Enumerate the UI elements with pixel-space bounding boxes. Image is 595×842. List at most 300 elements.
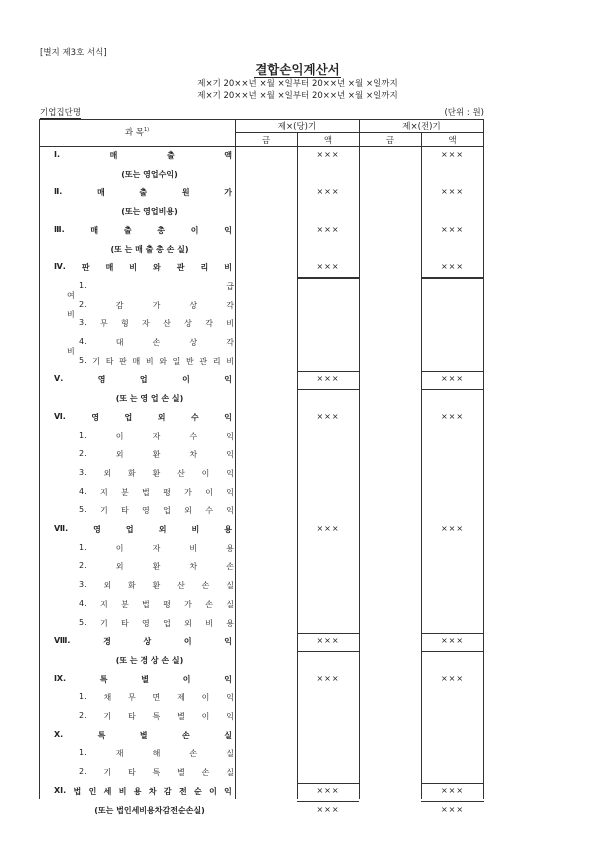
table-row xyxy=(39,484,484,503)
subitem-char: 분 xyxy=(121,599,129,609)
item-char: 리 xyxy=(200,263,209,273)
subitem-char: 타 xyxy=(128,712,136,721)
unit-label: (단위 : 원) xyxy=(444,108,484,118)
previous-amount-value: ××× xyxy=(440,804,465,814)
previous-amount-value: ××× xyxy=(440,262,465,272)
item-char: 가 xyxy=(224,188,232,198)
account-subitem xyxy=(79,337,234,348)
subitem-char: 자 xyxy=(152,431,161,441)
subitem-number: 2. xyxy=(79,767,87,777)
subitem-char: 익 xyxy=(226,487,234,497)
item-char: 비 xyxy=(118,786,127,796)
account-note: (또는 법인세비용차감전순손실) xyxy=(94,805,205,815)
subitem-char: 익 xyxy=(226,712,234,721)
table-row xyxy=(39,783,484,802)
table-row xyxy=(39,465,484,484)
subitem-char: 이 xyxy=(201,468,210,478)
subitem-number: 1. xyxy=(79,692,87,702)
item-number: Ⅰ. xyxy=(54,150,61,159)
account-subitem xyxy=(79,468,234,479)
item-char: 전 xyxy=(178,786,187,796)
subitem-char: 기 xyxy=(99,618,108,628)
item-char: 매 xyxy=(105,263,114,273)
subitem-char: 특 xyxy=(152,768,161,778)
subitem-number: 5. xyxy=(79,505,87,515)
current-amount-value: ××× xyxy=(316,150,340,159)
subitem-char: 관 xyxy=(199,356,208,366)
subitem-char: 기 xyxy=(103,712,112,721)
previous-amount-value: ××× xyxy=(440,187,465,197)
table-row xyxy=(39,334,484,356)
item-char: 이 xyxy=(183,637,192,647)
table-row xyxy=(39,708,484,727)
subitem-number: 4. xyxy=(79,486,87,496)
item-char: 익 xyxy=(224,375,232,385)
subitem-number: 2. xyxy=(79,561,87,571)
subitem-number: 3. xyxy=(79,580,87,590)
subitem-char: 비 xyxy=(145,356,154,366)
subitem-char: 외 xyxy=(184,506,192,516)
item-char: 이 xyxy=(182,375,190,385)
item-char: 실 xyxy=(224,730,232,740)
table-row xyxy=(39,428,484,447)
item-number: Ⅸ. xyxy=(54,673,67,683)
subitem-char: 각 xyxy=(226,300,234,310)
subitem-char: 자 xyxy=(152,543,161,553)
table-row xyxy=(39,166,484,185)
previous-amount-value: ××× xyxy=(440,636,465,646)
subitem-char: 타 xyxy=(121,506,129,516)
subitem-char: 와 xyxy=(159,356,167,366)
subitem-char: 각 xyxy=(226,338,234,347)
account-subitem xyxy=(79,487,234,498)
account-subitem xyxy=(79,318,234,329)
account-item xyxy=(54,262,232,273)
item-char: 상 xyxy=(143,637,152,647)
subitem-wrap-char: 여 xyxy=(67,290,75,300)
subitem-char: 실 xyxy=(226,749,234,759)
subitem-char: 재 xyxy=(115,749,124,759)
account-item xyxy=(54,636,232,647)
subitem-char: 채 xyxy=(103,693,112,703)
subitem-char: 기 xyxy=(92,356,101,366)
subitem-char: 지 xyxy=(99,599,108,609)
account-subitem xyxy=(79,300,234,311)
table-row xyxy=(39,502,484,521)
subitem-char: 별 xyxy=(177,768,185,778)
table-row xyxy=(39,745,484,764)
subitem-char: 반 xyxy=(186,356,194,366)
subitem-char: 대 xyxy=(115,338,124,347)
table-row xyxy=(39,147,484,166)
item-char: 외 xyxy=(157,412,166,422)
item-char: 세 xyxy=(103,786,112,796)
table-row xyxy=(39,558,484,577)
subitem-number: 3. xyxy=(79,318,87,328)
subitem-char: 환 xyxy=(152,450,161,460)
account-item xyxy=(54,225,232,236)
subitem-char: 비 xyxy=(189,543,198,553)
current-amount-value: ××× xyxy=(316,524,340,533)
subitem-char: 비 xyxy=(205,618,213,628)
table-row xyxy=(39,689,484,708)
table-row xyxy=(39,278,484,300)
table-row xyxy=(39,615,484,634)
subitem-number: 5. xyxy=(79,617,87,627)
previous-amount-value: ××× xyxy=(440,224,465,234)
table-row xyxy=(39,353,484,372)
subitem-char: 가 xyxy=(184,599,192,609)
subitem-char: 용 xyxy=(226,618,234,628)
item-char: 영 xyxy=(97,375,106,385)
header-current-amount-left: 금 xyxy=(261,136,271,146)
item-char: 수 xyxy=(190,412,199,422)
subitem-char: 리 xyxy=(212,356,221,366)
item-char: 별 xyxy=(139,730,148,740)
subitem-char: 상 xyxy=(184,319,192,329)
subitem-char: 평 xyxy=(163,599,171,609)
subitem-char: 익 xyxy=(226,450,234,460)
subitem-char: 감 xyxy=(115,300,124,310)
current-amount-value: ××× xyxy=(316,262,340,272)
subitem-char: 면 xyxy=(152,693,161,703)
subitem-char: 실 xyxy=(226,768,234,778)
account-item xyxy=(54,150,232,161)
subitem-number: 1. xyxy=(79,748,87,758)
account-subitem xyxy=(79,599,234,610)
subitem-char: 외 xyxy=(103,581,112,591)
period-previous: 제×기 20××년 ×월 ×일부터 20××년 ×월 ×일까지 xyxy=(197,91,398,101)
current-amount-value: ××× xyxy=(316,785,340,795)
subitem-char: 손 xyxy=(201,581,210,591)
item-char: 용 xyxy=(224,525,232,534)
subitem-char: 업 xyxy=(163,506,171,516)
table-row xyxy=(39,315,484,334)
header-previous-amount-right: 액 xyxy=(448,136,457,146)
subitem-char: 익 xyxy=(226,693,234,703)
subitem-char: 수 xyxy=(189,431,198,441)
subitem-char: 이 xyxy=(205,487,213,497)
table-row xyxy=(39,390,484,409)
current-amount-value: ××× xyxy=(316,374,340,384)
subitem-number: 4. xyxy=(79,598,87,608)
period-current: 제×기 20××년 ×월 ×일부터 20××년 ×월 ×일까지 xyxy=(197,79,398,89)
item-char: 이 xyxy=(190,225,199,235)
item-char: 관 xyxy=(176,263,185,273)
subitem-char: 손 xyxy=(226,562,234,572)
account-subitem xyxy=(79,580,234,591)
item-char: 특 xyxy=(99,674,108,684)
table-row xyxy=(39,577,484,596)
subitem-char: 타 xyxy=(128,768,136,778)
subitem-char: 자 xyxy=(142,319,150,329)
item-char: 출 xyxy=(123,225,132,235)
account-subitem xyxy=(79,505,234,516)
subitem-char: 업 xyxy=(163,618,171,628)
item-number: Ⅲ. xyxy=(54,224,65,234)
item-char: 매 xyxy=(97,188,105,198)
subitem-char: 기 xyxy=(103,768,112,778)
subitem-char: 화 xyxy=(128,581,136,591)
table-row xyxy=(39,203,484,222)
table-row xyxy=(39,671,484,690)
previous-amount-value: ××× xyxy=(440,524,465,533)
current-amount-value: ××× xyxy=(316,673,340,683)
account-item xyxy=(54,524,232,535)
item-char: 비 xyxy=(129,263,138,273)
table-row xyxy=(39,222,484,241)
current-amount-value: ××× xyxy=(316,804,340,814)
account-subitem xyxy=(79,711,234,722)
item-char: 이 xyxy=(209,786,217,796)
account-subitem xyxy=(79,767,234,778)
subitem-char: 외 xyxy=(115,450,124,460)
subitem-number: 3. xyxy=(79,467,87,477)
item-char: 순 xyxy=(194,786,202,796)
header-previous-amount-left: 금 xyxy=(385,136,395,146)
subitem-char: 차 xyxy=(189,562,198,572)
current-amount-value: ××× xyxy=(316,636,340,646)
account-subitem xyxy=(79,543,234,554)
subitem-char: 매 xyxy=(132,356,141,366)
subitem-char: 손 xyxy=(205,599,213,609)
item-char: 특 xyxy=(97,730,106,740)
item-char: 와 xyxy=(153,263,161,273)
subitem-char: 해 xyxy=(152,749,161,759)
subitem-char: 화 xyxy=(128,468,136,478)
previous-amount-value: ××× xyxy=(440,374,465,384)
item-char: 비 xyxy=(191,525,200,534)
subitem-char: 각 xyxy=(205,319,213,329)
subitem-char: 일 xyxy=(172,356,181,366)
subitem-char: 법 xyxy=(142,487,150,497)
subitem-char: 이 xyxy=(115,431,124,441)
item-number: Ⅶ. xyxy=(54,524,69,533)
account-subitem xyxy=(79,618,234,629)
previous-amount-value: ××× xyxy=(440,150,465,159)
item-char: 업 xyxy=(125,525,134,534)
subitem-char: 형 xyxy=(121,319,129,329)
subitem-char: 외 xyxy=(103,468,112,478)
item-number: Ⅷ. xyxy=(54,636,71,646)
subitem-char: 용 xyxy=(226,543,234,553)
subitem-number: 1. xyxy=(79,542,87,552)
item-char: 매 xyxy=(90,225,99,235)
subitem-char: 판 xyxy=(119,356,127,366)
account-item xyxy=(54,412,232,423)
item-char: 출 xyxy=(139,188,148,198)
subitem-char: 손 xyxy=(189,749,198,759)
account-item xyxy=(54,674,232,685)
subitem-char: 별 xyxy=(177,712,185,721)
item-number: Ⅴ. xyxy=(54,374,64,384)
subitem-char: 이 xyxy=(115,543,124,553)
subitem-char: 타 xyxy=(105,356,114,366)
subitem-number: 1. xyxy=(79,280,87,290)
previous-amount-value: ××× xyxy=(440,411,465,421)
table-row xyxy=(39,241,484,260)
item-char: 익 xyxy=(224,225,232,235)
current-amount-value: ××× xyxy=(316,411,340,421)
subitem-char: 가 xyxy=(152,300,161,310)
item-char: 익 xyxy=(224,786,232,796)
account-item xyxy=(54,187,232,198)
subitem-char: 외 xyxy=(115,562,124,572)
subitem-char: 타 xyxy=(121,618,129,628)
subitem-char: 영 xyxy=(142,506,150,516)
subitem-number: 4. xyxy=(79,337,87,346)
subitem-char: 비 xyxy=(226,319,234,329)
subitem-char: 특 xyxy=(152,712,161,721)
account-item xyxy=(54,374,232,385)
page-title: 결합손익계산서 xyxy=(255,62,340,77)
table-row xyxy=(39,802,484,821)
subitem-char: 비 xyxy=(226,356,234,366)
account-subitem xyxy=(79,431,234,442)
item-char: 영 xyxy=(93,525,101,534)
item-char: 원 xyxy=(181,188,190,198)
table-row xyxy=(39,521,484,540)
previous-amount-value: ××× xyxy=(440,785,465,795)
item-char: 감 xyxy=(163,786,172,796)
item-char: 업 xyxy=(124,412,133,422)
item-char: 총 xyxy=(157,225,166,235)
item-char: 영 xyxy=(91,412,100,422)
company-label: 기업집단명 xyxy=(40,108,82,118)
item-number: Ⅳ. xyxy=(54,262,66,272)
account-subitem xyxy=(79,356,234,367)
table-row xyxy=(39,540,484,559)
table-row xyxy=(39,727,484,746)
subitem-char: 환 xyxy=(152,562,161,572)
subitem-wrap-char: 비 xyxy=(67,347,75,356)
table-row xyxy=(39,259,484,278)
subitem-char: 차 xyxy=(189,450,198,460)
account-subitem xyxy=(79,692,234,703)
subitem-char: 지 xyxy=(99,487,108,497)
subitem-char: 분 xyxy=(121,487,129,497)
subitem-char: 익 xyxy=(226,468,234,478)
item-char: 업 xyxy=(139,375,148,385)
table-row xyxy=(39,184,484,203)
subitem-wrap-char: 비 xyxy=(67,309,75,319)
form-label: [별지 제3호 서식] xyxy=(40,48,107,58)
item-char: 익 xyxy=(224,637,232,647)
item-char: 액 xyxy=(224,151,232,160)
subitem-char: 손 xyxy=(152,338,161,347)
item-char: 차 xyxy=(148,786,157,796)
table-row xyxy=(39,371,484,390)
subitem-char: 외 xyxy=(184,618,192,628)
account-item xyxy=(54,730,232,741)
subitem-number: 2. xyxy=(79,711,87,720)
table-row xyxy=(39,652,484,671)
item-char: 경 xyxy=(103,637,111,647)
account-subitem xyxy=(79,561,234,572)
header-current-amount-right: 액 xyxy=(323,136,333,146)
account-subitem xyxy=(79,748,234,759)
item-char: 판 xyxy=(81,263,90,273)
current-amount-value: ××× xyxy=(316,187,340,197)
table-row xyxy=(39,764,484,783)
item-char: 인 xyxy=(88,786,97,796)
account-note: (또는 영업비용) xyxy=(121,207,178,217)
account-note: (또는 영업수익) xyxy=(121,169,178,179)
subitem-char: 손 xyxy=(201,768,210,778)
subitem-char: 실 xyxy=(226,599,234,609)
item-char: 출 xyxy=(166,151,175,160)
subitem-char: 법 xyxy=(142,599,150,609)
item-char: 익 xyxy=(224,674,232,684)
subitem-char: 가 xyxy=(184,487,192,497)
item-char: 용 xyxy=(133,786,142,796)
subitem-char: 산 xyxy=(177,581,185,591)
subitem-char: 산 xyxy=(163,319,171,329)
subitem-char: 익 xyxy=(226,506,234,516)
subitem-char: 무 xyxy=(99,319,108,329)
item-char: 이 xyxy=(182,674,191,684)
header-account: 과 목$^{1)}$ xyxy=(124,127,150,138)
subitem-char: 환 xyxy=(152,581,161,591)
account-note: (또 는 영 업 손 실) xyxy=(115,394,184,404)
item-number: Ⅹ. xyxy=(54,729,64,739)
account-item xyxy=(54,786,232,797)
subitem-number: 2. xyxy=(79,449,87,459)
subitem-char: 수 xyxy=(205,506,213,516)
item-char: 익 xyxy=(224,412,232,422)
subitem-char: 이 xyxy=(201,693,210,703)
subitem-char: 실 xyxy=(226,581,234,591)
account-note: (또 는 경 상 손 실) xyxy=(115,655,184,665)
item-char: 손 xyxy=(182,730,190,740)
subitem-char: 급 xyxy=(226,281,234,291)
subitem-number: 1. xyxy=(79,430,87,440)
account-subitem xyxy=(79,281,234,292)
header-current-period: 제×(당)기 xyxy=(277,122,317,132)
item-number: ⅩⅠ. xyxy=(54,785,67,795)
subitem-char: 영 xyxy=(142,618,150,628)
subitem-char: 이 xyxy=(201,712,210,721)
income-statement-table xyxy=(39,119,484,815)
subitem-char: 익 xyxy=(226,431,234,441)
account-subitem xyxy=(79,449,234,460)
item-char: 외 xyxy=(158,525,167,534)
table-row xyxy=(39,297,484,319)
current-amount-value: ××× xyxy=(316,224,340,234)
item-char: 매 xyxy=(109,151,118,160)
table-row xyxy=(39,446,484,465)
subitem-number: 5. xyxy=(79,355,87,365)
table-row xyxy=(39,596,484,615)
table-row xyxy=(39,633,484,652)
item-number: Ⅱ. xyxy=(54,187,63,197)
item-char: 별 xyxy=(141,674,149,684)
subitem-char: 상 xyxy=(189,300,198,310)
previous-amount-value: ××× xyxy=(440,673,465,683)
subitem-char: 제 xyxy=(177,693,185,703)
item-char: 법 xyxy=(73,786,82,796)
subitem-char: 무 xyxy=(128,693,136,703)
subitem-char: 기 xyxy=(99,506,108,516)
subitem-char: 평 xyxy=(163,487,171,497)
item-number: Ⅵ. xyxy=(54,411,66,421)
subitem-char: 상 xyxy=(189,338,198,347)
subitem-char: 산 xyxy=(177,468,185,478)
header-previous-period: 제×(전)기 xyxy=(402,122,441,132)
table-row xyxy=(39,409,484,428)
account-note: (또 는 매 출 총 손 실) xyxy=(110,244,189,254)
subitem-number: 2. xyxy=(79,299,87,309)
